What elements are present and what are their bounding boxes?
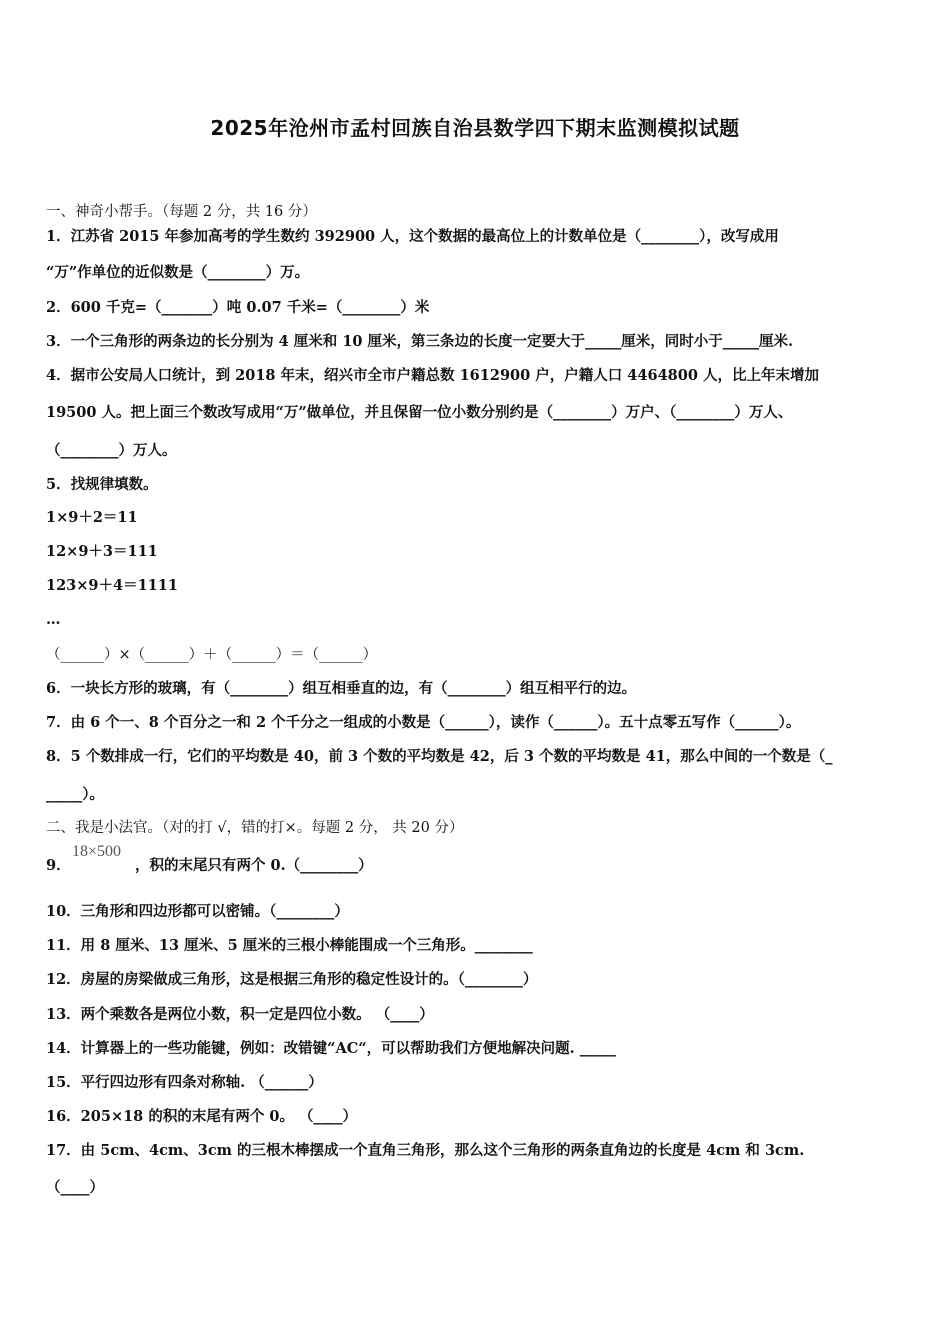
- question-11: 11．用 8 厘米、13 厘米、5 厘米的三根小棒能围成一个三角形。________: [46, 937, 533, 954]
- question-8-line-1: 8．5 个数排成一行，它们的平均数是 40，前 3 个数的平均数是 42，后 3 个数的平均数是 41，那么中间的一个数是（_: [46, 748, 833, 765]
- question-5-ellipsis: …: [46, 611, 61, 628]
- question-8-line-2: _____）。: [46, 786, 104, 803]
- question-13: 13．两个乘数各是两位小数，积一定是四位小数。 （____）: [46, 1006, 434, 1023]
- page-title: 2025年沧州市孟村回族自治县数学四下期末监测模拟试题: [210, 116, 740, 140]
- question-7: 7．由 6 个一、8 个百分之一和 2 个千分之一组成的小数是（______），读作（______）。五十点零五写作（______）。: [46, 714, 801, 731]
- question-5-pattern-1: 1×9＋2＝11: [46, 509, 138, 526]
- question-10: 10．三角形和四边形都可以密铺。（________）: [46, 903, 349, 920]
- question-6: 6．一块长方形的玻璃，有（________）组互相垂直的边，有（________）组互相平行的边。: [46, 680, 637, 697]
- question-5: 5．找规律填数。: [46, 476, 158, 493]
- question-1-line-1: 1．江苏省 2015 年参加高考的学生数约 392900 人，这个数据的最高位上的计数单位是（________），改写成用: [46, 228, 779, 245]
- question-4-line-3: （________）万人。: [46, 442, 177, 459]
- question-9-text: ，积的末尾只有两个 0.（________）: [135, 857, 373, 874]
- question-1-line-2: “万”作单位的近似数是（________）万。: [46, 264, 310, 281]
- question-5-pattern-3: 123×9＋4＝1111: [46, 577, 178, 594]
- question-9-formula: 18×500: [72, 843, 122, 860]
- question-9-number: 9．: [46, 857, 71, 874]
- question-17-line-1: 17．由 5cm、4cm、3cm 的三根木棒摆成一个直角三角形，那么这个三角形的两条直角边的长度是 4cm 和 3cm.: [46, 1142, 805, 1159]
- question-3: 3．一个三角形的两条边的长分别为 4 厘米和 10 厘米，第三条边的长度一定要大于_____厘米，同时小于_____厘米.: [46, 333, 794, 350]
- question-17-line-2: （____）: [46, 1179, 104, 1196]
- question-12: 12．房屋的房梁做成三角形，这是根据三角形的稳定性设计的。（________）: [46, 971, 538, 988]
- section-2-heading: 二、我是小法官。（对的打 √，错的打×。每题 2 分， 共 20 分）: [46, 820, 464, 836]
- question-2: 2．600 千克=（_______）吨 0.07 千米=（________）米: [46, 299, 430, 316]
- section-1-heading: 一、神奇小帮手。（每题 2 分，共 16 分）: [46, 204, 317, 220]
- question-15: 15．平行四边形有四条对称轴. （______）: [46, 1074, 323, 1091]
- question-16: 16．205×18 的积的末尾有两个 0。 （____）: [46, 1108, 358, 1125]
- question-5-blank-row: （______）×（______）＋（______）＝（______）: [46, 647, 378, 663]
- question-14: 14．计算器上的一些功能键，例如：改错键“AC“，可以帮助我们方便地解决问题. _____: [46, 1040, 616, 1057]
- question-5-pattern-2: 12×9＋3＝111: [46, 543, 158, 560]
- question-4-line-1: 4．据市公安局人口统计，到 2018 年末，绍兴市全市户籍总数 1612900 户，户籍人口 4464800 人，比上年末增加: [46, 367, 819, 384]
- question-4-line-2: 19500 人。把上面三个数改写成用“万”做单位，并且保留一位小数分别约是（________）万户、（________）万人、: [46, 404, 793, 421]
